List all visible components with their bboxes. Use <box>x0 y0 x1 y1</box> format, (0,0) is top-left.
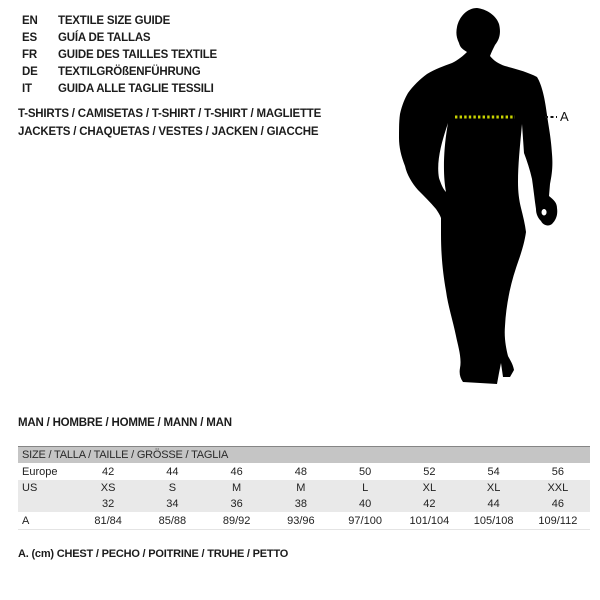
language-code: DE <box>22 66 38 78</box>
table-row-chest-a <box>18 512 590 529</box>
size-cell: 32 <box>102 498 115 510</box>
row-label: A <box>22 514 30 527</box>
language-row <box>22 64 217 81</box>
category-jackets: JACKETS / CHAQUETAS / VESTES / JACKEN / GIACCHE <box>18 126 319 138</box>
size-cell: 42 <box>102 465 115 478</box>
size-cell: XXL <box>547 482 569 494</box>
language-row <box>22 47 217 64</box>
language-row <box>22 81 217 98</box>
size-cell: L <box>362 482 369 494</box>
size-cell: 46 <box>551 498 564 510</box>
language-row <box>22 13 217 30</box>
size-cell: XS <box>100 482 116 494</box>
size-cell: 34 <box>166 498 179 510</box>
language-title: GUÍA DE TALLAS <box>58 32 151 44</box>
size-cell: 101/104 <box>409 514 450 527</box>
size-cell: 44 <box>487 498 500 510</box>
size-cell: 40 <box>359 498 372 510</box>
table-row-us <box>18 480 590 496</box>
language-row <box>22 30 217 47</box>
size-cell: 97/100 <box>348 514 382 527</box>
language-title: TEXTILE SIZE GUIDE <box>58 15 171 27</box>
size-cell: 36 <box>230 498 243 510</box>
size-cell: 50 <box>359 465 372 478</box>
language-title: TEXTILGRÖßENFÜHRUNG <box>58 66 201 78</box>
size-cell: 93/96 <box>287 514 315 527</box>
size-cell: 42 <box>423 498 436 510</box>
size-cell: 89/92 <box>222 514 251 527</box>
size-cell: 56 <box>551 465 564 478</box>
size-table <box>18 446 590 530</box>
language-code: EN <box>22 15 38 27</box>
row-label: US <box>22 482 38 494</box>
size-cell: 48 <box>294 465 307 478</box>
size-cell: 81/84 <box>94 514 122 527</box>
language-title: GUIDE DES TAILLES TEXTILE <box>58 49 217 61</box>
size-cell: 54 <box>487 465 500 478</box>
language-list <box>22 13 217 98</box>
size-cell: 109/112 <box>538 514 578 527</box>
size-cell: 38 <box>294 498 307 510</box>
size-cell: 105/108 <box>473 514 514 527</box>
language-code: ES <box>22 32 37 44</box>
table-row-us-numeric <box>18 496 590 512</box>
size-cell: 46 <box>230 465 243 478</box>
language-code: FR <box>22 49 37 61</box>
measure-label-a: A <box>560 109 569 124</box>
size-table-header: SIZE / TALLA / TAILLE / GRÖSSE / TAGLIA <box>18 447 590 463</box>
section-title-man: MAN / HOMBRE / HOMME / MANN / MAN <box>18 417 232 429</box>
garment-categories <box>18 105 321 141</box>
man-silhouette-svg <box>396 6 572 392</box>
language-title: GUIDA ALLE TAGLIE TESSILI <box>58 83 214 95</box>
size-cell: M <box>296 482 306 494</box>
size-cell: 52 <box>423 465 436 478</box>
row-label: Europe <box>22 465 58 478</box>
language-code: IT <box>22 83 32 95</box>
table-row-europe <box>18 463 590 480</box>
size-cell: 85/88 <box>158 514 187 527</box>
category-tshirts: T-SHIRTS / CAMISETAS / T-SHIRT / T-SHIRT / MAGLIETTE <box>18 108 322 120</box>
size-cell: S <box>168 482 177 494</box>
size-cell: M <box>232 482 242 494</box>
measurement-footnote: A. (cm) CHEST / PECHO / POITRINE / TRUHE / PETTO <box>18 548 289 560</box>
size-cell: XL <box>422 482 437 494</box>
man-silhouette-path <box>399 8 557 384</box>
size-cell: XL <box>486 482 501 494</box>
man-silhouette-figure <box>396 6 572 392</box>
size-cell: 44 <box>166 465 179 478</box>
